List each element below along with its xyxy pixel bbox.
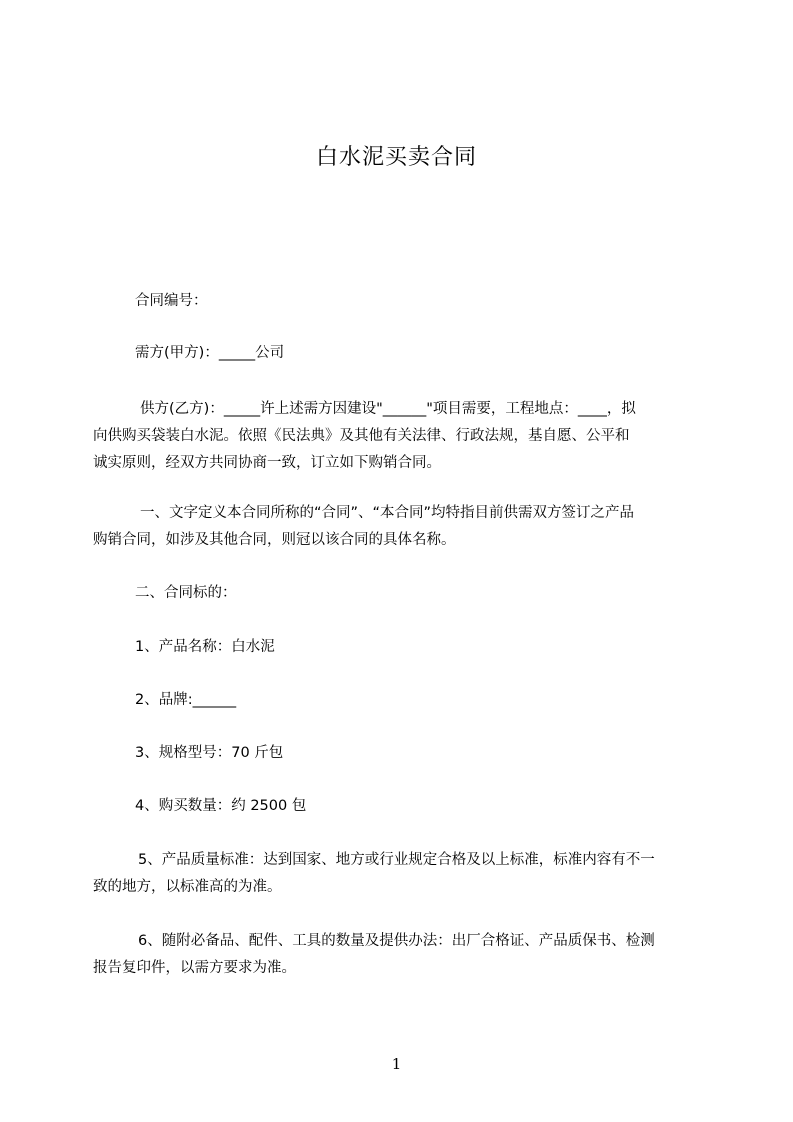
accessories-line: 报告复印件，以需方要求为准。 [93, 960, 296, 976]
quality-standard-line: 致的地方，以标准高的为准。 [93, 879, 282, 895]
clause-1-paragraph [93, 500, 634, 554]
item-spec-model: 3、规格型号：70 斤包 [135, 745, 284, 761]
clause-1-line: 一、文字定义本合同所称的“合同”、“本合同”均特指目前供需双方签订之产品 [140, 505, 635, 521]
page-number: 1 [391, 1055, 402, 1073]
document-title: 白水泥买卖合同 [315, 145, 477, 170]
clause-2-heading: 二、合同标的： [135, 585, 237, 601]
item-accessories [93, 928, 655, 982]
seller-paragraph-line: 供方(乙方)：_____许上述需方因建设"______"项目需要，工程地点：____，拟 [140, 401, 636, 417]
seller-paragraph-line: 诚实原则，经双方共同协商一致，订立如下购销合同。 [93, 455, 441, 471]
seller-paragraph-line: 向供购买袋装白水泥。依照《民法典》及其他有关法律、行政法规，基自愿、公平和 [93, 428, 630, 444]
item-product-name: 1、产品名称：白水泥 [135, 639, 275, 655]
seller-paragraph [93, 396, 636, 477]
contract-number-label: 合同编号： [135, 293, 208, 309]
clause-1-line: 购销合同，如涉及其他合同，则冠以该合同的具体名称。 [93, 532, 456, 548]
buyer-line: 需方(甲方)：_____公司 [135, 345, 285, 361]
item-quantity: 4、购买数量：约 2500 包 [135, 798, 307, 814]
item-brand: 2、品牌:______ [135, 692, 237, 708]
item-quality-standard [93, 847, 655, 901]
accessories-line: 6、随附必备品、配件、工具的数量及提供办法：出厂合格证、产品质保书、检测 [138, 933, 655, 949]
quality-standard-line: 5、产品质量标准：达到国家、地方或行业规定合格及以上标准，标准内容有不一 [138, 852, 655, 868]
